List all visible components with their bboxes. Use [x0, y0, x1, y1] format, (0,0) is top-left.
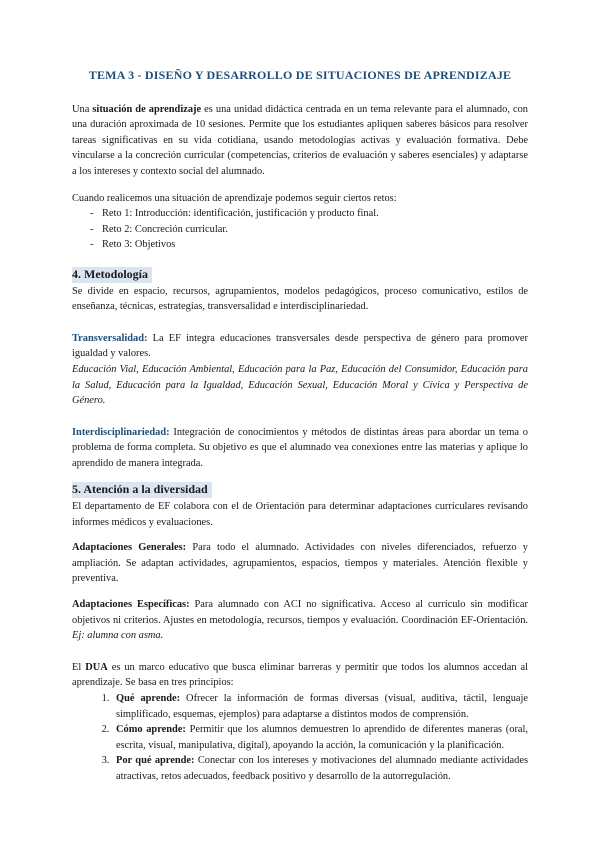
list-item: - Reto 1: Introducción: identificación, justificación y producto final.: [90, 206, 528, 222]
intro-term: situación de aprendizaje: [92, 103, 202, 115]
adaptaciones-generales-paragraph: [72, 540, 528, 587]
principle-term: Qué aprende:: [116, 693, 181, 704]
intro-paragraph: [72, 102, 528, 180]
interdisciplinariedad-paragraph: [72, 425, 528, 472]
list-item: [112, 691, 528, 722]
adaptaciones-generales-text: Para todo el alumnado. Actividades con niveles diferenciados, refuerzo y ampliación. Se adaptan actividades, agrupamientos, espacios, tiempos y materiales. Atención flexible y preventiva.: [72, 542, 528, 585]
dua-term: DUA: [85, 661, 108, 673]
dua-lead: El: [72, 661, 86, 673]
section-heading-diversidad: 5. Atención a la diversidad: [72, 482, 212, 498]
adaptaciones-especificas-term: Adaptaciones Específicas:: [72, 599, 190, 611]
adaptaciones-generales-term: Adaptaciones Generales:: [72, 542, 187, 554]
dua-text: es un marco educativo que busca eliminar barreras y permitir que todos los alumnos accedan al aprendizaje. Se basa en tres principios:: [72, 661, 528, 689]
principle-text: Permitir que los alumnos demuestren lo aprendido de diferentes maneras (oral, escrita, visual, manipulativa, digital), apoyando la acción, la comunicación y la planificación.: [116, 724, 528, 751]
adaptaciones-especificas-example: Ej: alumna con asma.: [72, 630, 164, 642]
transversalidad-term: Transversalidad:: [72, 332, 148, 344]
adaptaciones-especificas-text: Para alumnado con ACI no significativa. Acceso al currículo sin modificar objetivos ni criterios. Ajustes en metodología, recursos, tiempos y evaluación. Coordinación EF-Orientación.: [72, 599, 528, 626]
principle-text: Conectar con los intereses y motivaciones del alumnado mediante actividades atractivas, retos adecuados, feedback positivo y desarrollo de la autorregulación.: [116, 755, 528, 782]
list-item: [112, 753, 528, 784]
document-title: TEMA 3 - DISEÑO Y DESARROLLO DE SITUACIONES DE APRENDIZAJE: [88, 68, 512, 82]
dua-principles-list: [72, 691, 528, 785]
intro-text: es una unidad didáctica centrada en un tema relevante para el alumnado, con una duración aproximada de 10 sesiones. Permite que los estudiantes apliquen saberes básicos para resolver tareas significativas en su vida cotidiana, usando metodologías activas y evaluación formativa. Debe vincularse a la concreción curricular (competencias, criterios de evaluación y saberes esenciales) y adaptarse a los intereses y contexto social del alumnado.: [72, 103, 528, 177]
transversalidad-paragraph: [72, 331, 528, 362]
intro-lead: Una: [72, 103, 93, 115]
metodologia-paragraph: Se divide en espacio, recursos, agrupamientos, modelos pedagógicos, proceso comunicativo, estilos de enseñanza, técnicas, estrategias, transversalidad e interdisciplinariedad.: [72, 285, 528, 313]
list-item: [112, 722, 528, 753]
document-page: [72, 68, 528, 785]
section-heading-metodologia: 4. Metodología: [72, 267, 152, 283]
diversidad-paragraph: El departamento de EF colabora con el de Orientación para determinar adaptaciones curriculares revisando informes médicos y evaluaciones.: [72, 501, 528, 528]
retos-list: [72, 206, 528, 253]
transversalidad-examples-text: Educación Vial, Educación Ambiental, Educación para la Paz, Educación del Consumidor, Educación para la Salud, Educación para la Igualdad, Educación Sexual, Educación Moral y Cívica y Perspectiva de Género.: [72, 363, 528, 407]
principle-term: Por qué aprende:: [116, 755, 195, 767]
adaptaciones-especificas-paragraph: [72, 597, 528, 644]
principle-text: Ofrecer la información de formas diversas (visual, auditiva, táctil, lenguaje simplificado, esquemas, ejemplos) para adaptarse a distintos modos de comprensión.: [116, 693, 528, 720]
list-item: - Reto 3: Objetivos: [90, 237, 528, 253]
list-item: - Reto 2: Concreción curricular.: [90, 222, 528, 238]
interdisciplinariedad-term: Interdisciplinariedad:: [72, 426, 170, 438]
principle-term: Cómo aprende:: [116, 724, 186, 736]
dua-paragraph: [72, 660, 528, 691]
transversalidad-examples: [72, 362, 528, 409]
transversalidad-text: La EF integra educaciones transversales desde perspectiva de género para promover igualdad y valores.: [72, 332, 528, 360]
interdisciplinariedad-text: Integración de conocimientos y métodos de distintas áreas para abordar un tema o problema de forma completa. Su objetivo es que el alumnado vea conexiones entre las materias y aplique lo aprendido de manera integrada.: [72, 426, 528, 469]
retos-intro: Cuando realicemos una situación de aprendizaje podemos seguir ciertos retos:: [72, 192, 397, 204]
